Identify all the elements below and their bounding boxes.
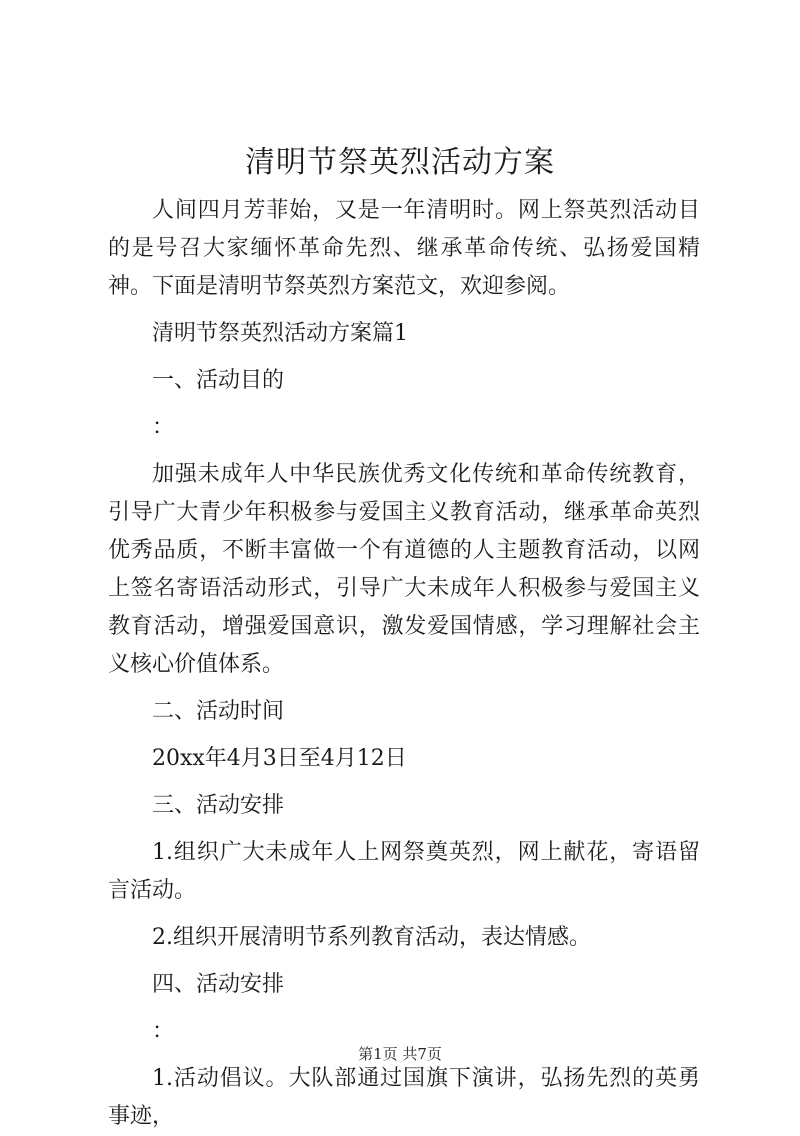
section-heading: 三、活动安排 xyxy=(152,793,285,818)
page-number: 第1页 共7页 xyxy=(358,1045,442,1063)
section-heading: 四、活动安排 xyxy=(152,972,285,997)
intro-paragraph: 人间四月芳菲始，又是一年清明时。网上祭英烈活动目的是号召大家缅怀革命先烈、继承革命传统、弘扬爱国精神。下面是清明节祭英烈方案范文，欢迎参阅。 xyxy=(108,198,700,299)
list-item: 1.活动倡议。大队部通过国旗下演讲，弘扬先烈的英勇事迹， xyxy=(108,1066,700,1129)
list-item: 1.组织广大未成年人上网祭奠英烈，网上献花，寄语留言活动。 xyxy=(108,840,700,903)
list-item: 2.组织开展清明节系列教育活动，表达情感。 xyxy=(152,925,591,950)
date-line: 20xx年4月3日至4月12日 xyxy=(152,746,407,771)
document-title: 清明节祭英烈活动方案 xyxy=(245,145,555,180)
colon-line: ： xyxy=(152,1019,175,1044)
section-heading: 一、活动目的 xyxy=(152,368,285,393)
section-heading: 清明节祭英烈活动方案篇1 xyxy=(152,321,408,346)
colon-line: ： xyxy=(152,415,175,440)
body-paragraph: 加强未成年人中华民族优秀文化传统和革命传统教育，引导广大青少年积极参与爱国主义教育活动，继承革命英烈优秀品质，不断丰富做一个有道德的人主题教育活动，以网上签名寄语活动形式，引导广大未成年人积极参与爱国主义教育活动，增强爱国意识，激发爱国情感，学习理解社会主义核心价值体系。 xyxy=(108,462,700,677)
section-heading: 二、活动时间 xyxy=(152,699,285,724)
document-body xyxy=(108,192,700,1136)
